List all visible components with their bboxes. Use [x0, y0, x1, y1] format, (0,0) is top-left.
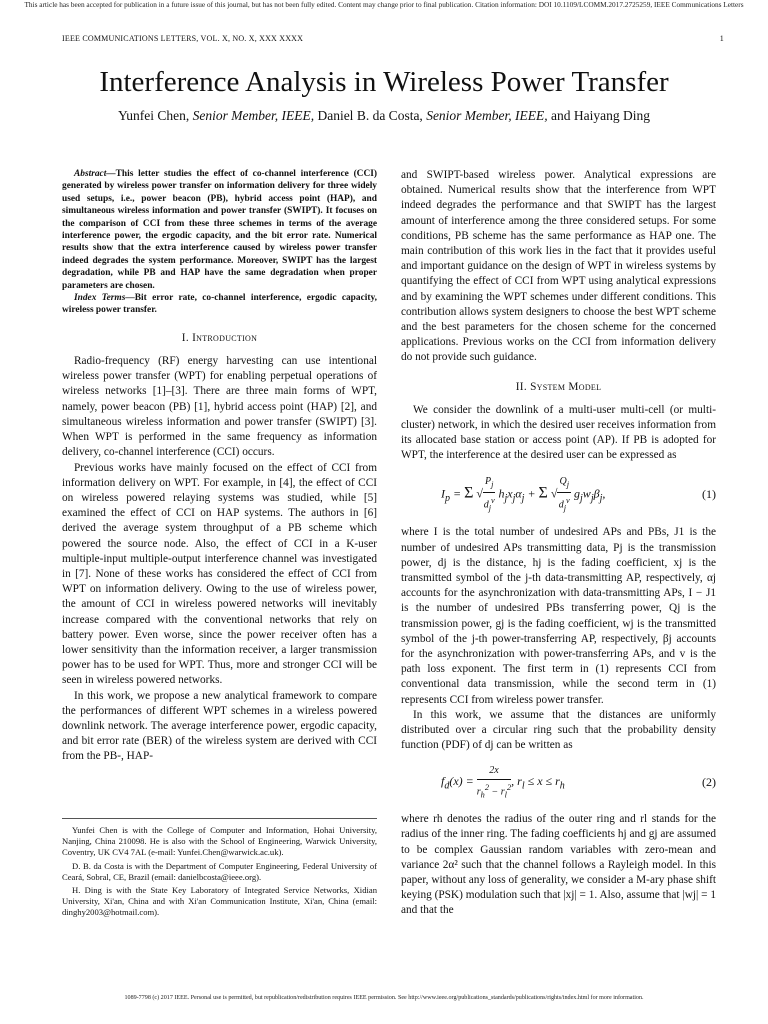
- paper-title: Interference Analysis in Wireless Power Transfer: [99, 66, 669, 98]
- acceptance-notice: This article has been accepted for publication in a future issue of this journal, but has not been fully edited. Content may change prior to final publication. Citation information: DOI 10.1109/LCOMM.2017.2725259, IEEE Communications Letters: [24, 0, 744, 9]
- section-title: Introduction: [192, 331, 258, 344]
- equation-number: (1): [702, 486, 716, 501]
- author-role: Senior Member, IEEE,: [192, 108, 315, 123]
- author-role: Senior Member, IEEE,: [426, 108, 548, 123]
- system-model-paragraph-3: In this work, we assume that the distances are uniformly distributed over a circular ring such that the probability density function (PDF) of dj can be written as: [401, 708, 716, 752]
- section-heading-introduction: [62, 331, 377, 346]
- equation-1: [401, 474, 716, 516]
- index-terms-text: Bit error rate, co-channel interference, ergodic capacity, wireless power transfer.: [62, 293, 377, 316]
- footnote: H. Ding is with the State Key Laboratory of Integrated Service Networks, Xidian University, Xi'an, China and with Xi'an Communication Institute, Xi'an, China (email: dinghy2003@hotmail.com).: [62, 885, 377, 918]
- intro-paragraph-3: In this work, we propose a new analytical framework to compare the performances of different WPT schemes in a wireless powered downlink network. The average interference power, ergodic capacity, and bit error rate (BER) of the wireless system are derived with CCI from the PB-, HAP-: [62, 689, 377, 763]
- intro-paragraph-2: Previous works have mainly focused on the effect of CCI from information delivery on WPT. For example, in [4], the effect of CCI on wireless powered relaying systems was studied, while [5] examined the effect of CCI on HAP systems. The authors in [6] derived the average system throughput of a PB scheme which powered the source node. Also, the effect of CCI in a K-user multiple-input multiple-output interference channel was investigated in [7]. None of these works has considered the effect of CCI from WPT on information delivery. Owing to the use of wireless power, the amount of CCI in wireless powered networks will inevitably increase compared with the conventional networks that rely on battery power. Even worse, since the power receiver often has a lower sensitivity than the information receiver, a larger transmission power has to be used for WPT. Thus, more and stronger CCI will be seen in wireless powered networks.: [62, 461, 377, 687]
- author-list: [40, 107, 728, 125]
- intro-continuation: and SWIPT-based wireless power. Analytical expressions are obtained. Numerical results show that the interference from WPT indeed degrades the performance and that SWIPT has the largest amount of interference among the three considered setups. For some conditions, PB scheme has the same performance as HAP one. The main contribution of this work lies in the fact that it provides useful and important guidance on the design of WPT in wireless systems by quantifying the effect of CCI from WPT using analytical expressions and by examining the WPT schemes under different conditions. This contribution allows system designers to choose the best WPT scheme and the best parameters for the chosen scheme for the concerned applications. Previous works on the CCI from information delivery do not provide such guidance.: [401, 169, 716, 364]
- right-column: [401, 168, 716, 919]
- intro-paragraph-1: Radio-frequency (RF) energy harvesting can use intentional wireless power transfer (WPT) for enabling perpetual operations of wireless networks [1]–[3]. There are three main forms of WPT, namely, power beacon (PB) [1], hybrid access point (HAP) [2], and simultaneous wireless information and power transfer (SWIPT) [3]. When WPT is performed in the same frequency as information delivery, co-channel interference (CCI) occurs.: [62, 355, 377, 459]
- system-model-paragraph-4: where rh denotes the radius of the outer ring and rl stands for the radius of the inner ring. The fading coefficients hj and gj are assumed to be complex Gaussian random variables with zero-mean and variance 2α² such that the channel follows a Rayleigh model. In this paper, without any loss of generality, we consider a M-ary phase shift keying (PSK) modulation such that |xj| = 1. Also, assume that |wj| = 1 and that the: [401, 813, 716, 917]
- left-column: [62, 168, 377, 765]
- abstract: [62, 168, 377, 292]
- author-name: and Haiyang Ding: [551, 108, 651, 123]
- section-numeral: II.: [515, 380, 527, 393]
- author-name: Daniel B. da Costa,: [317, 108, 423, 123]
- index-terms-lead: Index Terms—: [74, 293, 135, 304]
- page-number: 1: [719, 34, 724, 43]
- index-terms: [62, 292, 377, 317]
- author-name: Yunfei Chen,: [117, 108, 190, 123]
- equation-2: [401, 763, 716, 802]
- copyright-notice: 1089-7798 (c) 2017 IEEE. Personal use is permitted, but republication/redistribution requires IEEE permission. See http://www.ieee.org/publications_standards/publications/rights/index.html for more information.: [124, 995, 644, 1001]
- abstract-text: This letter studies the effect of co-channel interference (CCI) generated by wireless power transfer on information delivery for three widely used setups, i.e., power beacon (PB), hybrid access point (HAP), and simultaneous wireless information and power transfer (SWIPT). It focuses on the comparison of CCI from these three schemes in terms of the average interference power, the ergodic capacity, and the bit error rate. Numerical results show that the extra interference caused by wireless power transfer indeed degrades the system performance. Moreover, SWIPT has the largest degradation, while PB and HAP have the same degradation when proper parameters are chosen.: [62, 169, 377, 291]
- section-numeral: I.: [181, 331, 189, 344]
- running-header: [62, 34, 724, 43]
- equation-2-body: $f_d(x)$ = $\frac{2x}{r_h^2 - r_l^2}$ , $r_l \le x \le r_h$: [441, 765, 565, 799]
- section-heading-system-model: [401, 380, 716, 395]
- system-model-paragraph-2: where I is the total number of undesired APs and PBs, J1 is the number of undesired APs transmitting data, Pj is the transmission power, dj is the distance, hj is the fading coefficient, xj is the transmitted symbol of the j-th data-transmitting AP, respectively, αj accounts for the asynchronization with data-transmitting APs, I − J1 is the number of undesired PBs transferring power, Qj is the transmission power, gj is the fading coefficient, wj is the transmitted symbol of the j-th power-transferring AP, respectively, βj accounts for the asynchronization with power-transferring APs, and v is the path loss exponent. The first term in (1) represents CCI from conventional data transmission, while the second term in (1) represents CCI from wireless power transfer.: [401, 526, 716, 706]
- abstract-lead: Abstract—: [74, 169, 116, 179]
- section-title: System Model: [530, 380, 602, 393]
- footnotes: [62, 818, 377, 921]
- equation-1-body: $I_p = \Sigma$ √ $\frac{P_j}{d_j^v}$ $h_jx_j\alpha_j + \Sigma$ √ $\frac{Q_j}{d_j^v}$ $g_jw_j\beta_j$,: [441, 475, 606, 513]
- equation-number: (2): [702, 775, 716, 790]
- system-model-paragraph-1: We consider the downlink of a multi-user multi-cell (or multi-cluster) network, in which the desired user receives information from its allocated base station or access point (AP). If PB is adopted for WPT, the interference at the desired user can be expressed as: [401, 403, 716, 462]
- footnote: D. B. da Costa is with the Department of Computer Engineering, Federal University of Ceará, Sobral, CE, Brazil (email: danielbcosta@ieee.org).: [62, 860, 377, 882]
- footnote: Yunfei Chen is with the College of Computer and Information, Hohai University, Nanjing, China 210098. He is also with the School of Engineering, Warwick University, Coventry, UK CV4 7AL (e-mail: Yunfei.Chen@warwick.ac.uk).: [62, 825, 377, 858]
- journal-header: IEEE COMMUNICATIONS LETTERS, VOL. X, NO. X, XXX XXXX: [62, 34, 304, 43]
